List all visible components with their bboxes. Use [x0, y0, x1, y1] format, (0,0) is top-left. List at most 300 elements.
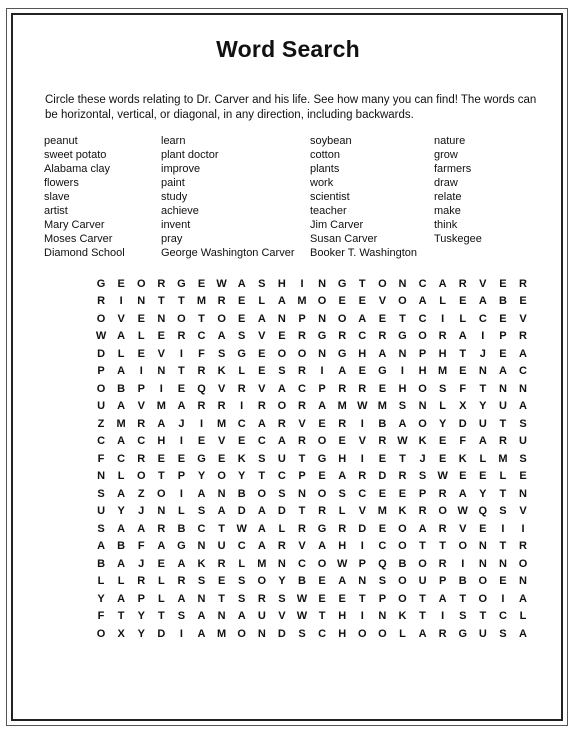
grid-letter[interactable]: A: [257, 312, 266, 325]
grid-letter[interactable]: M: [377, 505, 387, 518]
grid-letter[interactable]: Q: [478, 505, 488, 518]
grid-letter[interactable]: P: [177, 470, 186, 483]
grid-letter[interactable]: O: [96, 627, 106, 640]
grid-letter[interactable]: S: [418, 470, 427, 483]
grid-letter[interactable]: O: [518, 557, 528, 570]
grid-letter[interactable]: L: [97, 575, 105, 588]
grid-letter[interactable]: I: [360, 417, 364, 430]
grid-letter[interactable]: H: [338, 610, 347, 623]
grid-letter[interactable]: L: [519, 610, 527, 623]
grid-letter[interactable]: U: [498, 400, 507, 413]
grid-letter[interactable]: R: [378, 330, 387, 343]
grid-letter[interactable]: B: [237, 487, 246, 500]
grid-letter[interactable]: Y: [197, 470, 206, 483]
grid-letter[interactable]: D: [458, 417, 467, 430]
grid-letter[interactable]: S: [378, 575, 387, 588]
grid-letter[interactable]: N: [478, 540, 487, 553]
grid-letter[interactable]: O: [317, 487, 327, 500]
grid-letter[interactable]: V: [258, 330, 266, 343]
grid-letter[interactable]: Y: [117, 505, 125, 518]
grid-letter[interactable]: C: [358, 487, 367, 500]
grid-letter[interactable]: I: [179, 347, 183, 360]
grid-letter[interactable]: A: [197, 627, 206, 640]
grid-letter[interactable]: U: [217, 540, 226, 553]
grid-letter[interactable]: A: [197, 487, 206, 500]
grid-letter[interactable]: M: [297, 295, 307, 308]
grid-letter[interactable]: R: [298, 522, 306, 535]
grid-letter[interactable]: A: [117, 365, 126, 378]
grid-letter[interactable]: R: [298, 435, 306, 448]
grid-letter[interactable]: K: [458, 452, 467, 465]
grid-letter[interactable]: I: [179, 487, 183, 500]
grid-letter[interactable]: R: [298, 400, 306, 413]
grid-letter[interactable]: N: [498, 382, 507, 395]
grid-letter[interactable]: O: [217, 470, 226, 483]
grid-letter[interactable]: R: [217, 400, 226, 413]
grid-letter[interactable]: W: [457, 505, 468, 518]
grid-letter[interactable]: P: [358, 557, 366, 570]
grid-letter[interactable]: R: [519, 277, 527, 290]
grid-letter[interactable]: S: [519, 417, 527, 430]
grid-letter[interactable]: A: [197, 610, 206, 623]
grid-letter[interactable]: O: [398, 540, 407, 553]
grid-letter[interactable]: A: [157, 540, 166, 553]
grid-letter[interactable]: I: [501, 592, 505, 605]
grid-letter[interactable]: I: [240, 400, 244, 413]
grid-letter[interactable]: L: [117, 347, 125, 360]
grid-letter[interactable]: E: [258, 347, 266, 360]
grid-letter[interactable]: I: [179, 627, 183, 640]
grid-letter[interactable]: S: [499, 505, 507, 518]
grid-letter[interactable]: L: [178, 505, 185, 518]
grid-letter[interactable]: I: [521, 522, 525, 535]
grid-letter[interactable]: A: [418, 522, 427, 535]
grid-letter[interactable]: M: [116, 417, 126, 430]
grid-letter[interactable]: V: [157, 347, 165, 360]
grid-letter[interactable]: I: [300, 277, 304, 290]
grid-letter[interactable]: I: [179, 435, 183, 448]
grid-letter[interactable]: G: [398, 330, 407, 343]
grid-letter[interactable]: N: [398, 277, 407, 290]
grid-letter[interactable]: V: [358, 505, 366, 518]
grid-letter[interactable]: I: [139, 365, 143, 378]
grid-letter[interactable]: T: [499, 417, 507, 430]
grid-letter[interactable]: I: [441, 312, 445, 325]
grid-letter[interactable]: C: [298, 557, 306, 570]
grid-letter[interactable]: O: [357, 627, 367, 640]
grid-letter[interactable]: O: [398, 575, 407, 588]
grid-letter[interactable]: A: [277, 295, 286, 308]
grid-letter[interactable]: T: [439, 540, 446, 553]
grid-letter[interactable]: S: [278, 365, 286, 378]
grid-letter[interactable]: Y: [97, 592, 105, 605]
grid-letter[interactable]: A: [237, 277, 246, 290]
grid-letter[interactable]: E: [378, 452, 387, 465]
grid-letter[interactable]: Y: [238, 470, 246, 483]
grid-letter[interactable]: M: [377, 400, 387, 413]
grid-letter[interactable]: A: [117, 522, 126, 535]
grid-letter[interactable]: O: [297, 347, 307, 360]
grid-letter[interactable]: A: [458, 487, 467, 500]
grid-letter[interactable]: D: [237, 505, 246, 518]
grid-letter[interactable]: T: [479, 610, 487, 623]
grid-letter[interactable]: R: [137, 417, 146, 430]
grid-letter[interactable]: C: [298, 382, 306, 395]
grid-letter[interactable]: O: [478, 575, 488, 588]
grid-letter[interactable]: L: [479, 452, 487, 465]
grid-letter[interactable]: R: [438, 487, 447, 500]
grid-letter[interactable]: A: [398, 417, 407, 430]
grid-letter[interactable]: E: [197, 435, 206, 448]
grid-letter[interactable]: S: [238, 592, 246, 605]
grid-letter[interactable]: A: [478, 435, 487, 448]
grid-letter[interactable]: I: [320, 365, 324, 378]
grid-letter[interactable]: P: [318, 382, 326, 395]
grid-letter[interactable]: J: [479, 347, 486, 360]
grid-letter[interactable]: H: [157, 435, 166, 448]
grid-letter[interactable]: Y: [438, 417, 447, 430]
grid-letter[interactable]: K: [237, 452, 246, 465]
grid-letter[interactable]: N: [318, 347, 327, 360]
grid-letter[interactable]: E: [238, 435, 246, 448]
grid-letter[interactable]: M: [438, 365, 448, 378]
grid-letter[interactable]: E: [338, 295, 346, 308]
grid-letter[interactable]: K: [398, 610, 407, 623]
grid-letter[interactable]: A: [418, 295, 427, 308]
grid-letter[interactable]: P: [499, 330, 507, 343]
grid-letter[interactable]: R: [298, 365, 306, 378]
grid-letter[interactable]: N: [478, 557, 487, 570]
grid-letter[interactable]: R: [458, 277, 467, 290]
grid-letter[interactable]: R: [438, 627, 447, 640]
grid-letter[interactable]: R: [97, 295, 106, 308]
grid-letter[interactable]: V: [459, 522, 467, 535]
grid-letter[interactable]: A: [117, 435, 126, 448]
grid-letter[interactable]: F: [459, 382, 467, 395]
grid-letter[interactable]: R: [137, 452, 146, 465]
grid-letter[interactable]: S: [177, 610, 186, 623]
grid-letter[interactable]: A: [257, 540, 266, 553]
grid-letter[interactable]: O: [418, 382, 427, 395]
grid-letter[interactable]: C: [318, 627, 327, 640]
grid-letter[interactable]: R: [519, 540, 527, 553]
grid-letter[interactable]: V: [217, 382, 226, 395]
grid-letter[interactable]: R: [177, 575, 186, 588]
grid-letter[interactable]: N: [137, 295, 146, 308]
grid-letter[interactable]: D: [358, 522, 367, 535]
grid-letter[interactable]: B: [298, 575, 306, 588]
grid-letter[interactable]: E: [258, 365, 266, 378]
grid-letter[interactable]: A: [519, 400, 527, 413]
grid-letter[interactable]: W: [336, 557, 348, 570]
grid-letter[interactable]: N: [519, 487, 527, 500]
grid-letter[interactable]: C: [237, 540, 246, 553]
grid-letter[interactable]: A: [157, 417, 166, 430]
grid-letter[interactable]: R: [418, 505, 427, 518]
grid-letter[interactable]: A: [117, 487, 126, 500]
grid-letter[interactable]: T: [157, 295, 165, 308]
grid-letter[interactable]: L: [157, 575, 165, 588]
grid-letter[interactable]: E: [217, 452, 226, 465]
grid-letter[interactable]: V: [378, 295, 387, 308]
grid-letter[interactable]: A: [257, 522, 266, 535]
grid-letter[interactable]: E: [318, 470, 326, 483]
grid-letter[interactable]: R: [277, 540, 286, 553]
grid-letter[interactable]: E: [238, 295, 246, 308]
grid-letter[interactable]: A: [378, 347, 387, 360]
grid-letter[interactable]: K: [398, 505, 407, 518]
grid-letter[interactable]: A: [257, 505, 266, 518]
grid-letter[interactable]: T: [178, 295, 185, 308]
grid-letter[interactable]: R: [338, 382, 347, 395]
grid-letter[interactable]: A: [498, 365, 507, 378]
grid-letter[interactable]: O: [177, 312, 186, 325]
grid-letter[interactable]: A: [117, 557, 126, 570]
grid-letter[interactable]: Y: [137, 610, 145, 623]
grid-letter[interactable]: B: [97, 557, 106, 570]
grid-letter[interactable]: H: [418, 365, 427, 378]
grid-letter[interactable]: R: [157, 522, 166, 535]
grid-letter[interactable]: T: [298, 505, 306, 518]
grid-letter[interactable]: G: [197, 452, 206, 465]
grid-letter[interactable]: A: [338, 365, 347, 378]
grid-letter[interactable]: R: [358, 470, 367, 483]
grid-letter[interactable]: O: [418, 557, 427, 570]
grid-letter[interactable]: K: [217, 365, 226, 378]
grid-letter[interactable]: N: [519, 382, 527, 395]
grid-letter[interactable]: C: [257, 435, 266, 448]
grid-letter[interactable]: G: [177, 277, 186, 290]
grid-letter[interactable]: T: [499, 540, 507, 553]
grid-letter[interactable]: L: [338, 505, 346, 518]
grid-letter[interactable]: N: [277, 557, 286, 570]
grid-letter[interactable]: W: [296, 592, 308, 605]
grid-letter[interactable]: L: [238, 365, 246, 378]
grid-letter[interactable]: E: [318, 592, 326, 605]
grid-letter[interactable]: U: [97, 505, 106, 518]
grid-letter[interactable]: S: [258, 277, 266, 290]
grid-letter[interactable]: Y: [479, 400, 487, 413]
grid-letter[interactable]: V: [519, 312, 527, 325]
grid-letter[interactable]: O: [136, 277, 146, 290]
grid-letter[interactable]: Z: [137, 487, 145, 500]
grid-letter[interactable]: O: [378, 277, 387, 290]
grid-letter[interactable]: S: [258, 452, 266, 465]
grid-letter[interactable]: C: [237, 417, 246, 430]
grid-letter[interactable]: O: [317, 557, 327, 570]
grid-letter[interactable]: I: [441, 610, 445, 623]
grid-letter[interactable]: O: [136, 470, 146, 483]
grid-letter[interactable]: R: [338, 522, 347, 535]
grid-letter[interactable]: E: [499, 277, 507, 290]
grid-letter[interactable]: S: [217, 347, 226, 360]
grid-letter[interactable]: V: [519, 505, 527, 518]
grid-letter[interactable]: P: [418, 487, 427, 500]
grid-letter[interactable]: A: [318, 540, 327, 553]
grid-letter[interactable]: G: [177, 540, 186, 553]
grid-letter[interactable]: N: [197, 592, 206, 605]
grid-letter[interactable]: A: [117, 592, 126, 605]
grid-letter[interactable]: K: [418, 435, 427, 448]
grid-letter[interactable]: E: [177, 382, 186, 395]
grid-letter[interactable]: S: [438, 382, 447, 395]
grid-letter[interactable]: L: [499, 470, 507, 483]
grid-letter[interactable]: D: [277, 505, 286, 518]
grid-letter[interactable]: T: [459, 347, 467, 360]
grid-letter[interactable]: R: [318, 505, 327, 518]
grid-letter[interactable]: U: [418, 575, 427, 588]
grid-letter[interactable]: N: [217, 610, 226, 623]
grid-letter[interactable]: F: [97, 610, 105, 623]
grid-letter[interactable]: X: [459, 400, 467, 413]
grid-letter[interactable]: A: [277, 382, 286, 395]
grid-letter[interactable]: T: [459, 592, 467, 605]
grid-letter[interactable]: O: [438, 505, 447, 518]
grid-letter[interactable]: O: [418, 330, 427, 343]
grid-letter[interactable]: S: [97, 522, 105, 535]
grid-letter[interactable]: E: [499, 312, 507, 325]
grid-letter[interactable]: A: [458, 330, 467, 343]
grid-letter[interactable]: O: [398, 522, 407, 535]
grid-letter[interactable]: B: [378, 417, 387, 430]
grid-letter[interactable]: R: [257, 400, 266, 413]
grid-letter[interactable]: A: [519, 592, 527, 605]
grid-letter[interactable]: I: [159, 382, 163, 395]
grid-letter[interactable]: G: [237, 347, 246, 360]
grid-letter[interactable]: H: [398, 382, 407, 395]
grid-letter[interactable]: N: [157, 312, 166, 325]
grid-letter[interactable]: B: [398, 557, 407, 570]
grid-letter[interactable]: E: [157, 330, 165, 343]
grid-letter[interactable]: W: [437, 470, 448, 483]
grid-letter[interactable]: O: [237, 627, 246, 640]
grid-letter[interactable]: A: [338, 575, 347, 588]
grid-letter[interactable]: T: [258, 470, 266, 483]
grid-letter[interactable]: A: [117, 400, 126, 413]
grid-letter[interactable]: O: [96, 382, 106, 395]
grid-letter[interactable]: R: [378, 435, 387, 448]
grid-letter[interactable]: D: [378, 470, 387, 483]
grid-letter[interactable]: P: [298, 312, 306, 325]
grid-letter[interactable]: C: [358, 330, 367, 343]
grid-letter[interactable]: H: [338, 452, 347, 465]
grid-letter[interactable]: E: [479, 470, 487, 483]
grid-letter[interactable]: R: [398, 470, 407, 483]
grid-letter[interactable]: B: [177, 522, 186, 535]
grid-letter[interactable]: O: [317, 435, 327, 448]
grid-letter[interactable]: T: [218, 522, 225, 535]
grid-letter[interactable]: P: [418, 347, 427, 360]
grid-letter[interactable]: I: [400, 365, 404, 378]
grid-letter[interactable]: S: [499, 627, 507, 640]
grid-letter[interactable]: C: [197, 330, 206, 343]
grid-letter[interactable]: C: [378, 540, 387, 553]
grid-letter[interactable]: N: [358, 575, 367, 588]
grid-letter[interactable]: L: [137, 330, 145, 343]
grid-letter[interactable]: R: [157, 277, 166, 290]
grid-letter[interactable]: E: [197, 277, 206, 290]
grid-letter[interactable]: T: [419, 592, 426, 605]
grid-letter[interactable]: Q: [378, 557, 387, 570]
grid-letter[interactable]: V: [358, 435, 366, 448]
grid-letter[interactable]: J: [178, 417, 185, 430]
grid-letter[interactable]: M: [156, 400, 166, 413]
grid-letter[interactable]: E: [499, 347, 507, 360]
grid-letter[interactable]: J: [419, 452, 426, 465]
grid-letter[interactable]: E: [177, 452, 186, 465]
grid-letter[interactable]: E: [157, 557, 165, 570]
grid-letter[interactable]: R: [338, 330, 347, 343]
grid-letter[interactable]: I: [360, 540, 364, 553]
grid-letter[interactable]: S: [519, 452, 527, 465]
grid-letter[interactable]: E: [137, 312, 145, 325]
grid-letter[interactable]: R: [217, 295, 226, 308]
grid-letter[interactable]: F: [459, 435, 467, 448]
grid-letter[interactable]: T: [499, 487, 507, 500]
grid-letter[interactable]: N: [97, 470, 106, 483]
grid-letter[interactable]: V: [298, 540, 306, 553]
grid-letter[interactable]: E: [378, 382, 387, 395]
grid-letter[interactable]: R: [177, 330, 186, 343]
grid-letter[interactable]: S: [238, 330, 246, 343]
grid-letter[interactable]: T: [117, 610, 125, 623]
grid-letter[interactable]: X: [117, 627, 125, 640]
grid-letter[interactable]: A: [358, 312, 367, 325]
grid-letter[interactable]: P: [298, 470, 306, 483]
grid-letter[interactable]: D: [277, 627, 286, 640]
grid-letter[interactable]: N: [157, 365, 166, 378]
grid-letter[interactable]: C: [197, 522, 206, 535]
grid-letter[interactable]: N: [498, 557, 507, 570]
grid-letter[interactable]: A: [217, 505, 226, 518]
grid-letter[interactable]: L: [439, 400, 446, 413]
grid-letter[interactable]: A: [478, 295, 487, 308]
grid-letter[interactable]: A: [97, 540, 106, 553]
grid-letter[interactable]: O: [257, 487, 267, 500]
grid-letter[interactable]: W: [236, 522, 247, 535]
grid-letter[interactable]: E: [519, 295, 527, 308]
grid-letter[interactable]: G: [337, 277, 347, 290]
grid-letter[interactable]: C: [519, 365, 527, 378]
grid-letter[interactable]: V: [217, 435, 226, 448]
grid-letter[interactable]: R: [197, 400, 206, 413]
grid-letter[interactable]: C: [418, 277, 427, 290]
grid-letter[interactable]: G: [96, 277, 106, 290]
grid-letter[interactable]: E: [217, 575, 226, 588]
grid-letter[interactable]: U: [478, 627, 487, 640]
grid-letter[interactable]: V: [298, 417, 306, 430]
grid-letter[interactable]: J: [138, 505, 145, 518]
grid-letter[interactable]: H: [277, 277, 286, 290]
grid-letter[interactable]: N: [398, 347, 407, 360]
grid-letter[interactable]: O: [277, 400, 287, 413]
grid-letter[interactable]: R: [277, 417, 286, 430]
grid-letter[interactable]: R: [257, 592, 266, 605]
grid-letter[interactable]: F: [137, 540, 145, 553]
grid-letter[interactable]: E: [238, 312, 246, 325]
grid-letter[interactable]: P: [378, 592, 387, 605]
grid-letter[interactable]: S: [278, 487, 286, 500]
grid-letter[interactable]: E: [137, 347, 145, 360]
grid-letter[interactable]: O: [398, 592, 407, 605]
grid-letter[interactable]: A: [237, 610, 246, 623]
grid-letter[interactable]: I: [481, 330, 485, 343]
grid-letter[interactable]: T: [399, 312, 406, 325]
grid-letter[interactable]: M: [217, 417, 227, 430]
grid-letter[interactable]: E: [378, 312, 387, 325]
grid-letter[interactable]: U: [478, 417, 487, 430]
grid-letter[interactable]: C: [478, 312, 487, 325]
